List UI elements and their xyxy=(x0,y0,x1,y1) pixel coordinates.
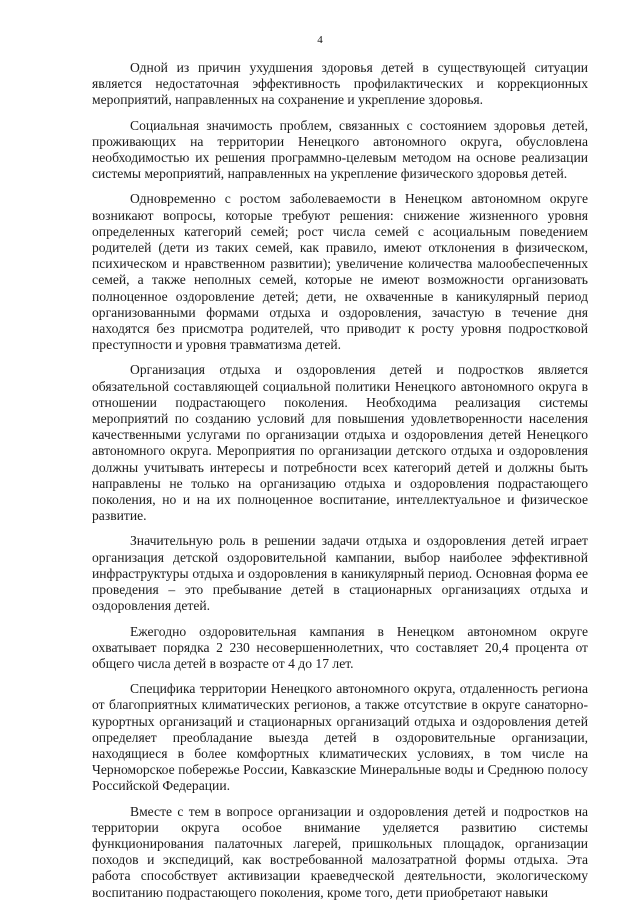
paragraph-family-issues: Одновременно с ростом заболеваемости в Ненецком автономном округе возникают вопросы, которые требуют решения: снижение жизненного уровня определенных категорий семей; рост числа семей с асоциальным поведением родителей (дети из таких семей, как правило, имеют отклонения в физическом, психическом и нравственном развитии); увеличение количества малообеспеченных семей, а также неполных семей, которые не имеют возможности организовать полноценное оздоровление детей; дети, не охваченные в каникулярный период организованными формами отдыха и оздоровления, зачастую в течение дня находятся без присмотра родителей, что приводит к росту уровня подростковой преступности и уровня травматизма детей. xyxy=(92,191,588,353)
paragraph-health-causes: Одной из причин ухудшения здоровья детей в существующей ситуации является недостаточная эффективность профилактических и коррекционных мероприятий, направленных на сохранение и укрепление здоровья. xyxy=(92,60,588,108)
paragraph-territory-specifics: Специфика территории Ненецкого автономного округа, отдаленность региона от благоприятных климатических регионов, а также отсутствие в округе санаторно-курортных организаций и стационарных организаций отдыха и оздоровления детей определяет преобладание выезда детей в оздоровительные организации, находящиеся в более комфортных климатических условиях, в том числе на Черноморское побережье России, Кавказские Минеральные воды и Среднюю полосу Российской Федерации. xyxy=(92,681,588,794)
paragraph-tent-camps: Вместе с тем в вопросе организации и оздоровления детей и подростков на территории округа особое внимание уделяется развитию системы функционирования палаточных лагерей, пришкольных площадок, организации походов и экспедиций, как востребованной малозатратной формы отдыха. Эта работа способствует активизации краеведческой деятельности, экологическому воспитанию подрастающего поколения, кроме того, дети приобретают навыки xyxy=(92,803,588,900)
paragraph-social-significance: Социальная значимость проблем, связанных с состоянием здоровья детей, проживающих на территории Ненецкого автономного округа, обусловлена необходимостью их решения программно-целевым методом на основе реализации системы мероприятий, направленных на укрепление физического здоровья детей. xyxy=(92,117,588,182)
document-body xyxy=(92,60,588,901)
paragraph-annual-coverage: Ежегодно оздоровительная кампания в Ненецком автономном округе охватывает порядка 2 230 несовершеннолетних, что составляет 20,4 процента от общего числа детей в возрасте от 4 до 17 лет. xyxy=(92,623,588,671)
paragraph-recreation-policy: Организация отдыха и оздоровления детей и подростков является обязательной составляющей социальной политики Ненецкого автономного округа в отношении подрастающего поколения. Необходима реализация системы мероприятий по созданию условий для повышения удовлетворенности населения качественными услугами по организации отдыха и оздоровления детей Ненецкого автономного округа. Мероприятия по организации детского отдыха и оздоровления должны учитывать интересы и потребности всех категорий детей и должны быть направлены не только на организацию отдыха и оздоровления подрастающего поколения, но и на их полноценное воспитание, интеллектуальное и физическое развитие. xyxy=(92,362,588,524)
paragraph-health-campaign-role: Значительную роль в решении задачи отдыха и оздоровления детей играет организация детской оздоровительной кампании, выбор наиболее эффективной инфраструктуры отдыха и оздоровления в каникулярный период. Основная форма ее проведения – это пребывание детей в стационарных организациях отдыха и оздоровления детей. xyxy=(92,533,588,614)
page-number: 4 xyxy=(317,34,323,46)
